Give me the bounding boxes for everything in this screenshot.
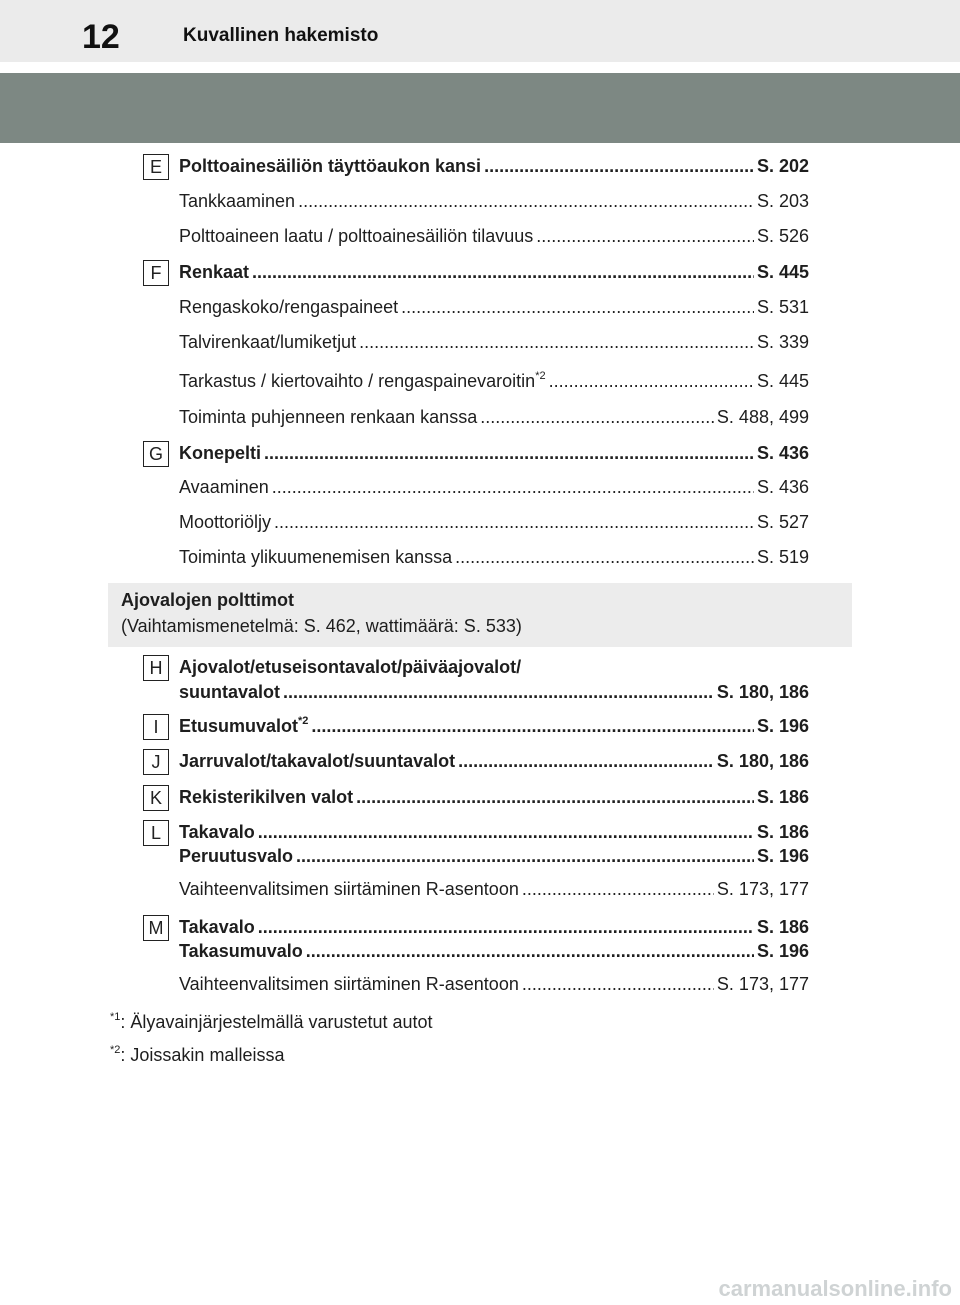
entry-page-ref[interactable]: S. 186 — [756, 917, 809, 937]
index-entry[interactable] — [179, 844, 809, 868]
footnote: $^{*2}$: Joissakin malleissa — [110, 1044, 285, 1065]
watermark: carmanualsonline.info — [718, 1276, 952, 1301]
index-entry[interactable] — [179, 749, 809, 773]
leader-dots — [296, 844, 754, 868]
entry-page-ref[interactable]: S. 445 — [756, 371, 809, 391]
leader-dots — [274, 510, 754, 534]
illustration-band — [0, 73, 960, 143]
entry-label: Konepelti — [179, 443, 262, 463]
index-entry[interactable] — [179, 405, 809, 429]
entry-label: Avaaminen — [179, 477, 269, 497]
entry-label: Rengaskoko/rengaspaineet — [179, 297, 399, 317]
entry-label: Polttoainesäiliön täyttöaukon kansi — [179, 156, 482, 176]
entry-page-ref[interactable]: S. 527 — [756, 512, 809, 532]
entry-label: Vaihteenvalitsimen siirtäminen R-asentoon — [179, 974, 519, 994]
index-entry[interactable] — [179, 510, 809, 534]
footnote-ref: *2 — [298, 715, 309, 727]
entry-page-ref[interactable]: S. 202 — [756, 156, 809, 176]
entry-page-ref[interactable]: S. 186 — [756, 822, 809, 842]
leader-dots — [306, 939, 754, 963]
entry-label: Rekisterikilven valot — [179, 787, 354, 807]
index-entry[interactable] — [179, 785, 809, 809]
entry-label: suuntavalot — [179, 682, 281, 702]
index-entry[interactable] — [179, 915, 809, 939]
index-entry[interactable] — [179, 369, 809, 393]
entry-label: Etusumuvalot$^{*2}$ — [179, 715, 309, 736]
entry-page-ref[interactable]: S. 526 — [756, 226, 809, 246]
entry-page-ref[interactable]: S. 436 — [756, 443, 809, 463]
section-letter-k: K — [143, 785, 169, 811]
leader-dots — [458, 749, 714, 773]
entry-page-ref[interactable]: S. 180, 186 — [716, 751, 809, 771]
index-entry[interactable] — [179, 441, 809, 465]
section-letter-f: F — [143, 260, 169, 286]
entry-page-ref[interactable]: S. 519 — [756, 547, 809, 567]
index-entry[interactable] — [179, 877, 809, 901]
entry-page-ref[interactable]: S. 196 — [756, 716, 809, 736]
infobox-title: Ajovalojen polttimot — [121, 590, 294, 610]
entry-page-ref[interactable]: S. 436 — [756, 477, 809, 497]
leader-dots — [359, 330, 754, 354]
leader-dots — [252, 260, 754, 284]
leader-dots — [311, 714, 754, 738]
leader-dots — [522, 972, 714, 996]
footnote-mark: *1 — [110, 1011, 121, 1023]
entry-label: Toiminta puhjenneen renkaan kanssa — [179, 407, 478, 427]
entry-label: Renkaat — [179, 262, 250, 282]
entry-page-ref[interactable]: S. 488, 499 — [716, 407, 809, 427]
leader-dots — [401, 295, 754, 319]
footnote: $^{*1}$: Älyavainjärjestelmällä varustetut autot — [110, 1011, 433, 1032]
footnote-ref: *2 — [535, 370, 546, 382]
index-entry[interactable] — [179, 260, 809, 284]
section-letter-h: H — [143, 655, 169, 681]
entry-label: Tankkaaminen — [179, 191, 296, 211]
entry-label-line: Ajovalot/etuseisontavalot/päiväajovalot/ — [179, 657, 522, 677]
entry-label: Talvirenkaat/lumiketjut — [179, 332, 357, 352]
entry-page-ref[interactable]: S. 196 — [756, 941, 809, 961]
entry-label: Vaihteenvalitsimen siirtäminen R-asentoon — [179, 879, 519, 899]
page-number: 12 — [82, 18, 120, 56]
leader-dots — [272, 475, 754, 499]
entry-page-ref[interactable]: S. 531 — [756, 297, 809, 317]
index-entry[interactable] — [179, 972, 809, 996]
entry-label: Takavalo — [179, 822, 255, 842]
entry-label: Jarruvalot/takavalot/suuntavalot — [179, 751, 456, 771]
leader-dots — [455, 545, 754, 569]
entry-page-ref[interactable]: S. 186 — [756, 787, 809, 807]
index-entry[interactable] — [179, 330, 809, 354]
leader-dots — [264, 441, 754, 465]
section-letter-m: M — [143, 915, 169, 941]
section-letter-j: J — [143, 749, 169, 775]
page-header — [0, 0, 960, 62]
section-letter-i: I — [143, 714, 169, 740]
leader-dots — [484, 154, 754, 178]
leader-dots — [522, 877, 714, 901]
entry-label: Takasumuvalo — [179, 941, 303, 961]
entry-label: Tarkastus / kiertovaihto / rengaspainevaroitin$^{*2}$ — [179, 370, 546, 391]
index-entry[interactable] — [179, 714, 809, 738]
index-entry[interactable] — [179, 820, 809, 844]
bulbs-infobox — [108, 583, 852, 647]
entry-label: Moottoriöljy — [179, 512, 272, 532]
entry-label: Toiminta ylikuumenemisen kanssa — [179, 547, 453, 567]
index-entry[interactable] — [179, 224, 809, 248]
leader-dots — [298, 189, 754, 213]
leader-dots — [480, 405, 714, 429]
footnote-mark: *2 — [110, 1044, 121, 1056]
index-entry[interactable] — [179, 154, 809, 178]
leader-dots — [549, 369, 754, 393]
entry-page-ref[interactable]: S. 180, 186 — [716, 682, 809, 702]
entry-page-ref[interactable]: S. 173, 177 — [716, 879, 809, 899]
leader-dots — [356, 785, 754, 809]
entry-page-ref[interactable]: S. 196 — [756, 846, 809, 866]
index-entry[interactable] — [179, 545, 809, 569]
entry-page-ref[interactable]: S. 173, 177 — [716, 974, 809, 994]
leader-dots — [536, 224, 754, 248]
entry-page-ref[interactable]: S. 339 — [756, 332, 809, 352]
entry-page-ref[interactable]: S. 445 — [756, 262, 809, 282]
chapter-title: Kuvallinen hakemisto — [183, 25, 379, 46]
section-letter-e: E — [143, 154, 169, 180]
section-letter-l: L — [143, 820, 169, 846]
index-entry[interactable] — [179, 475, 809, 499]
entry-page-ref[interactable]: S. 203 — [756, 191, 809, 211]
leader-dots — [258, 820, 754, 844]
leader-dots — [258, 915, 754, 939]
index-entry[interactable] — [179, 189, 809, 213]
entry-label: Takavalo — [179, 917, 255, 937]
entry-label: Peruutusvalo — [179, 846, 294, 866]
infobox-subtitle: (Vaihtamismenetelmä: S. 462, wattimäärä: S. 533) — [121, 616, 522, 636]
entry-label: Polttoaineen laatu / polttoainesäiliön tilavuus — [179, 226, 534, 246]
leader-dots — [283, 680, 714, 704]
index-entry[interactable] — [179, 939, 809, 963]
index-entry[interactable] — [179, 680, 809, 704]
index-entry[interactable] — [179, 295, 809, 319]
section-letter-g: G — [143, 441, 169, 467]
